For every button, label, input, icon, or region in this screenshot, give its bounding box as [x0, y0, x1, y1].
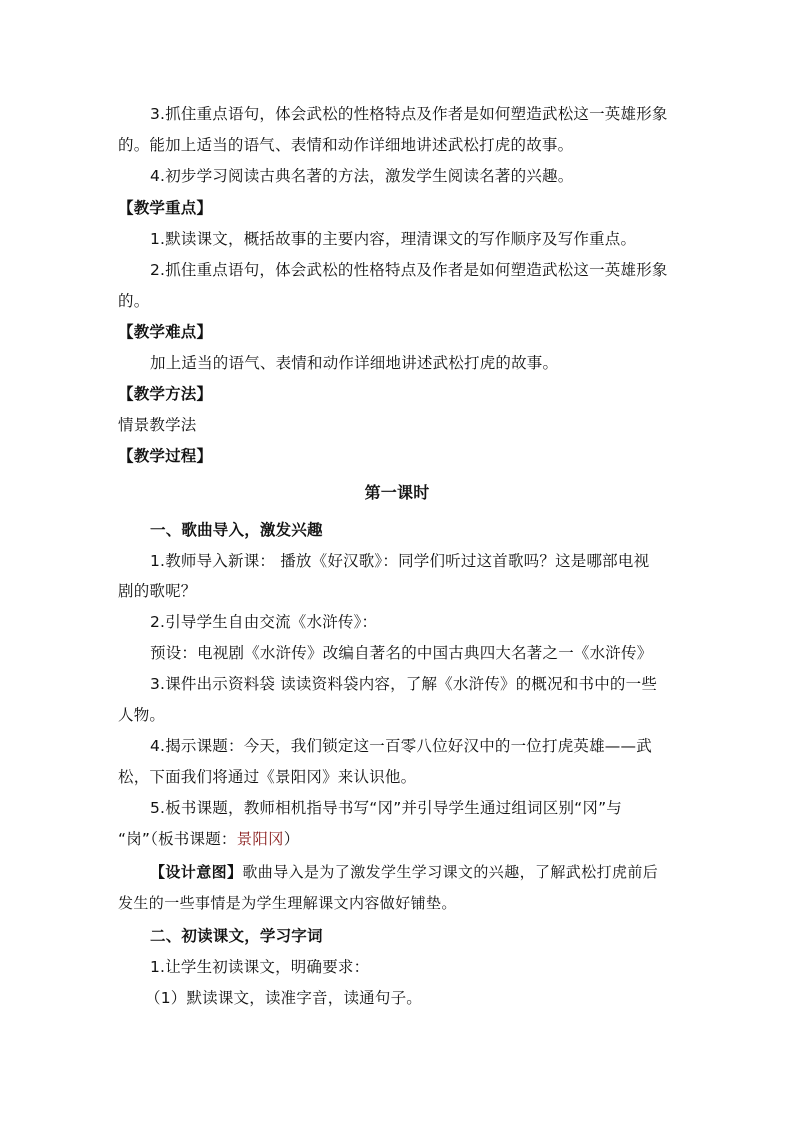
section-2-sub-1: （1）默读课文，读准字音，读通句子。: [145, 989, 422, 1007]
section-1-item-4-line-1: 4.揭示课题：今天，我们锁定这一百零八位好汉中的一位打虎英雄——武: [150, 737, 652, 755]
objective-4: 4.初步学习阅读古典名著的方法，激发学生阅读名著的兴趣。: [150, 167, 574, 185]
key-point-1: 1.默读课文，概括故事的主要内容，理清课文的写作顺序及写作重点。: [150, 230, 637, 248]
section-1-item-1-line-1: 1.教师导入新课： 播放《好汉歌》：同学们听过这首歌吗？这是哪部电视: [150, 552, 650, 570]
design-intent-label: 【设计意图】: [150, 863, 243, 881]
section-1-item-2: 2.引导学生自由交流《水浒传》：: [150, 613, 378, 631]
process-heading: 【教学过程】: [118, 447, 213, 465]
design-intent-line-1: [150, 861, 658, 883]
objective-3-line-2: 的。能加上适当的语气、表情和动作详细地讲述武松打虎的故事。: [118, 136, 574, 154]
method-text: 情景教学法: [118, 416, 197, 434]
section-1-preset: 预设：电视剧《水浒传》改编自著名的中国古典四大名著之一《水浒传》: [150, 644, 653, 662]
objective-3-line-1: 3.抓住重点语句，体会武松的性格特点及作者是如何塑造武松这一英雄形象: [150, 105, 668, 123]
key-point-2-line-1: 2.抓住重点语句，体会武松的性格特点及作者是如何塑造武松这一英雄形象: [150, 261, 668, 279]
difficulties-text: 加上适当的语气、表情和动作详细地讲述武松打虎的故事。: [150, 354, 559, 372]
lesson-title: 第一课时: [364, 483, 430, 502]
section-2-item-1: 1.让学生初读课文，明确要求：: [150, 958, 370, 976]
blackboard-prefix: “岗”（板书课题：: [118, 830, 237, 848]
section-1-title: 一、歌曲导入，激发兴趣: [150, 521, 323, 539]
section-2-title: 二、初读课文，学习字词: [150, 927, 323, 945]
design-intent-text-1: 歌曲导入是为了激发学生学习课文的兴趣，了解武松打虎前后: [242, 863, 659, 881]
difficulties-heading: 【教学难点】: [118, 323, 213, 341]
section-1-item-1-line-2: 剧的歌呢？: [118, 582, 197, 600]
blackboard-title: 景阳冈: [236, 830, 284, 848]
key-points-heading: 【教学重点】: [118, 199, 213, 217]
key-point-2-line-2: 的。: [118, 292, 150, 310]
design-intent-line-2: 发生的一些事情是为学生理解课文内容做好铺垫。: [118, 894, 457, 912]
section-1-item-4-line-2: 松，下面我们将通过《景阳冈》来认识他。: [118, 768, 417, 786]
method-heading: 【教学方法】: [118, 385, 213, 403]
section-1-item-3-line-2: 人物。: [118, 706, 166, 724]
section-1-item-5-line-1: 5.板书课题，教师相机指导书写“冈”并引导学生通过组词区别“冈”与: [150, 799, 623, 817]
section-1-item-3-line-1: 3.课件出示资料袋 读读资料袋内容，了解《水浒传》的概况和书中的一些: [150, 675, 658, 693]
section-1-item-5-line-2: [118, 828, 299, 850]
blackboard-suffix: ）: [283, 830, 300, 848]
